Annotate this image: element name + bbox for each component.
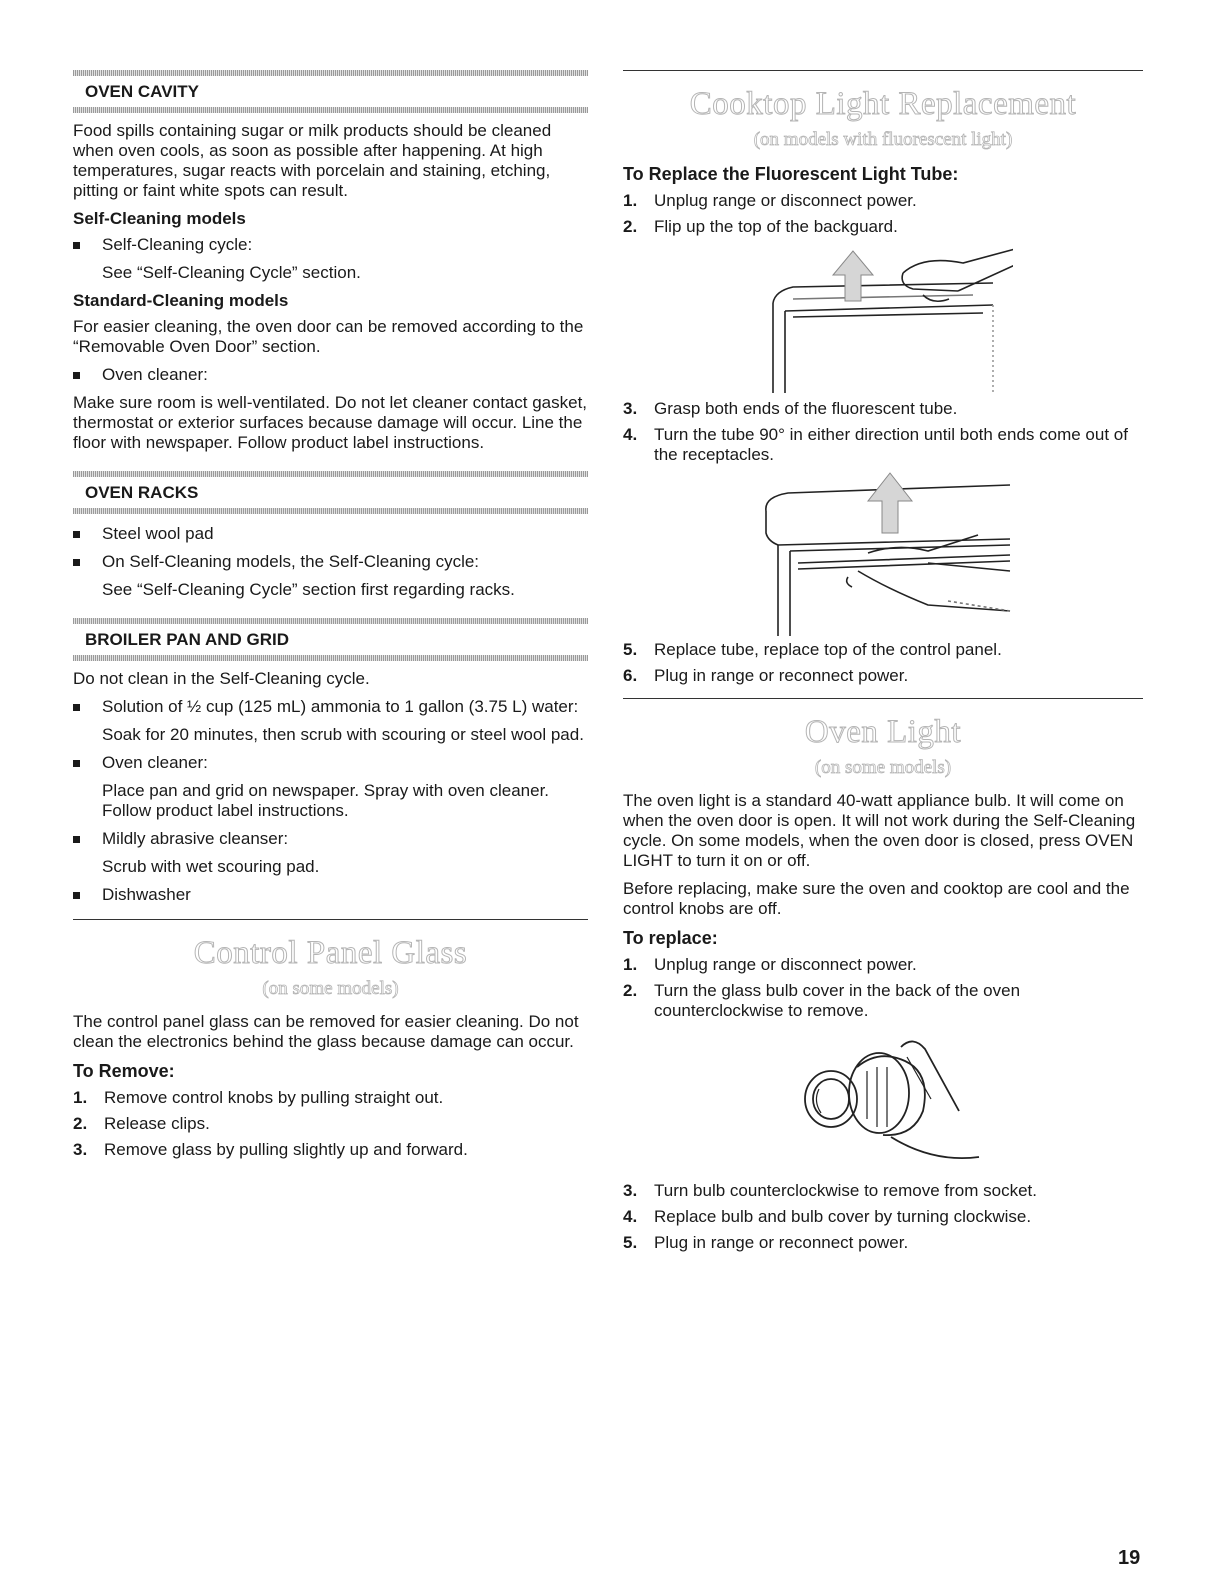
cooktop-light-title: Cooktop Light Replacement (689, 86, 1077, 122)
step-item: 1. Remove control knobs by pulling straight out. (73, 1088, 444, 1107)
broiler-header: BROILER PAN AND GRID (85, 630, 289, 649)
to-replace-heading: To replace: (623, 928, 718, 948)
bullet-square-icon (73, 760, 80, 767)
self-cleaning-heading: Self-Cleaning models (73, 209, 246, 228)
standard-cleaning-text: For easier cleaning, the oven door can be removed according to the “Removable Oven Door” section. (73, 317, 584, 356)
control-panel-section (73, 919, 588, 1160)
bullet-square-icon (73, 704, 80, 711)
step-item: 3. Remove glass by pulling slightly up and forward. (73, 1140, 468, 1159)
right-column (623, 70, 1143, 1259)
bulb-cover-illustration (783, 1027, 983, 1177)
oven-cavity-header: OVEN CAVITY (85, 82, 199, 101)
step-item: 5. Replace tube, replace top of the control panel. (623, 640, 1002, 659)
broiler-note: Soak for 20 minutes, then scrub with scouring or steel wool pad. (102, 725, 584, 744)
bullet-item: Self-Cleaning cycle: (73, 235, 588, 255)
bullet-square-icon (73, 836, 80, 843)
bullet-item: Steel wool pad (73, 524, 588, 544)
header-bar-bottom (73, 655, 588, 661)
oven-light-before: Before replacing, make sure the oven and cooktop are cool and the control knobs are off. (623, 879, 1130, 918)
header-bar-bottom (73, 508, 588, 514)
broiler-note: Scrub with wet scouring pad. (102, 857, 320, 876)
section-divider (623, 698, 1143, 699)
standard-cleaning-heading: Standard-Cleaning models (73, 291, 289, 310)
oven-racks-section (73, 471, 588, 600)
oven-cavity-section (73, 70, 588, 453)
broiler-note: Place pan and grid on newspaper. Spray with oven cleaner. Follow product label instructions. (102, 781, 550, 820)
bullet-square-icon (73, 531, 80, 538)
backguard-illustration (753, 243, 1013, 393)
bullet-item: Dishwasher (73, 885, 588, 905)
bullet-square-icon (73, 242, 80, 249)
bullet-item: Solution of ½ cup (125 mL) ammonia to 1 gallon (3.75 L) water: (73, 697, 588, 717)
oven-light-subtitle: (on some models) (814, 757, 952, 778)
control-panel-subtitle: (on some models) (262, 978, 399, 999)
oven-cavity-intro: Food spills containing sugar or milk products should be cleaned when oven cools, as soon as possible after happening. At high temperatures, sugar reacts with porcelain and staining, etching, pitting or faint white spots can result. (73, 121, 552, 200)
section-divider (73, 919, 588, 920)
control-panel-intro: The control panel glass can be removed for easier cleaning. Do not clean the electronics behind the glass because damage can occur. (73, 1012, 579, 1051)
step-item: 2. Release clips. (73, 1114, 210, 1133)
step-item: 3. Turn bulb counterclockwise to remove from socket. (623, 1181, 1037, 1200)
header-bar-bottom (73, 107, 588, 113)
fluorescent-tube-illustration (748, 471, 1018, 636)
step-item: 3. Grasp both ends of the fluorescent tube. (623, 399, 958, 418)
replace-tube-heading: To Replace the Fluorescent Light Tube: (623, 164, 959, 184)
oven-light-intro: The oven light is a standard 40-watt appliance bulb. It will come on when the oven door is open. It will not work during the Self-Cleaning cycle. On some models, when the oven door is closed, press OVEN LIGHT to turn it on or off. (623, 791, 1136, 870)
oven-light-title: Oven Light (804, 714, 962, 750)
control-panel-title: Control Panel Glass (193, 935, 468, 971)
bullet-item: Oven cleaner: (73, 365, 588, 385)
left-column (73, 70, 588, 1166)
step-item: 5. Plug in range or reconnect power. (623, 1233, 909, 1252)
step-item: 2. Turn the glass bulb cover in the back of the oven counterclockwise to remove. (623, 981, 1021, 1020)
step-item: 2. Flip up the top of the backguard. (623, 217, 898, 236)
oven-racks-header: OVEN RACKS (85, 483, 199, 502)
oven-cleaner-text: Make sure room is well-ventilated. Do not let cleaner contact gasket, thermostat or exterior surfaces because damage will occur. Line the floor with newspaper. Follow product label instructions. (73, 393, 588, 452)
bullet-square-icon (73, 892, 80, 899)
self-cleaning-note: See “Self-Cleaning Cycle” section. (102, 263, 361, 282)
page-number: 19 (1118, 1547, 1141, 1569)
bullet-item: Oven cleaner: (73, 753, 588, 773)
section-divider (623, 70, 1143, 71)
bullet-item: On Self-Cleaning models, the Self-Cleaning cycle: (73, 552, 588, 572)
oven-racks-note: See “Self-Cleaning Cycle” section first regarding racks. (102, 580, 515, 599)
cooktop-light-subtitle: (on models with fluorescent light) (753, 129, 1013, 150)
step-item: 4. Turn the tube 90° in either direction until both ends come out of the receptacles. (623, 425, 1128, 464)
step-item: 4. Replace bulb and bulb cover by turning clockwise. (623, 1207, 1032, 1226)
bullet-square-icon (73, 559, 80, 566)
broiler-intro: Do not clean in the Self-Cleaning cycle. (73, 669, 370, 688)
step-item: 1. Unplug range or disconnect power. (623, 955, 917, 974)
bullet-square-icon (73, 372, 80, 379)
broiler-section (73, 618, 588, 905)
step-item: 6. Plug in range or reconnect power. (623, 666, 909, 685)
step-item: 1. Unplug range or disconnect power. (623, 191, 917, 210)
bullet-item: Mildly abrasive cleanser: (73, 829, 588, 849)
to-remove-heading: To Remove: (73, 1061, 175, 1081)
